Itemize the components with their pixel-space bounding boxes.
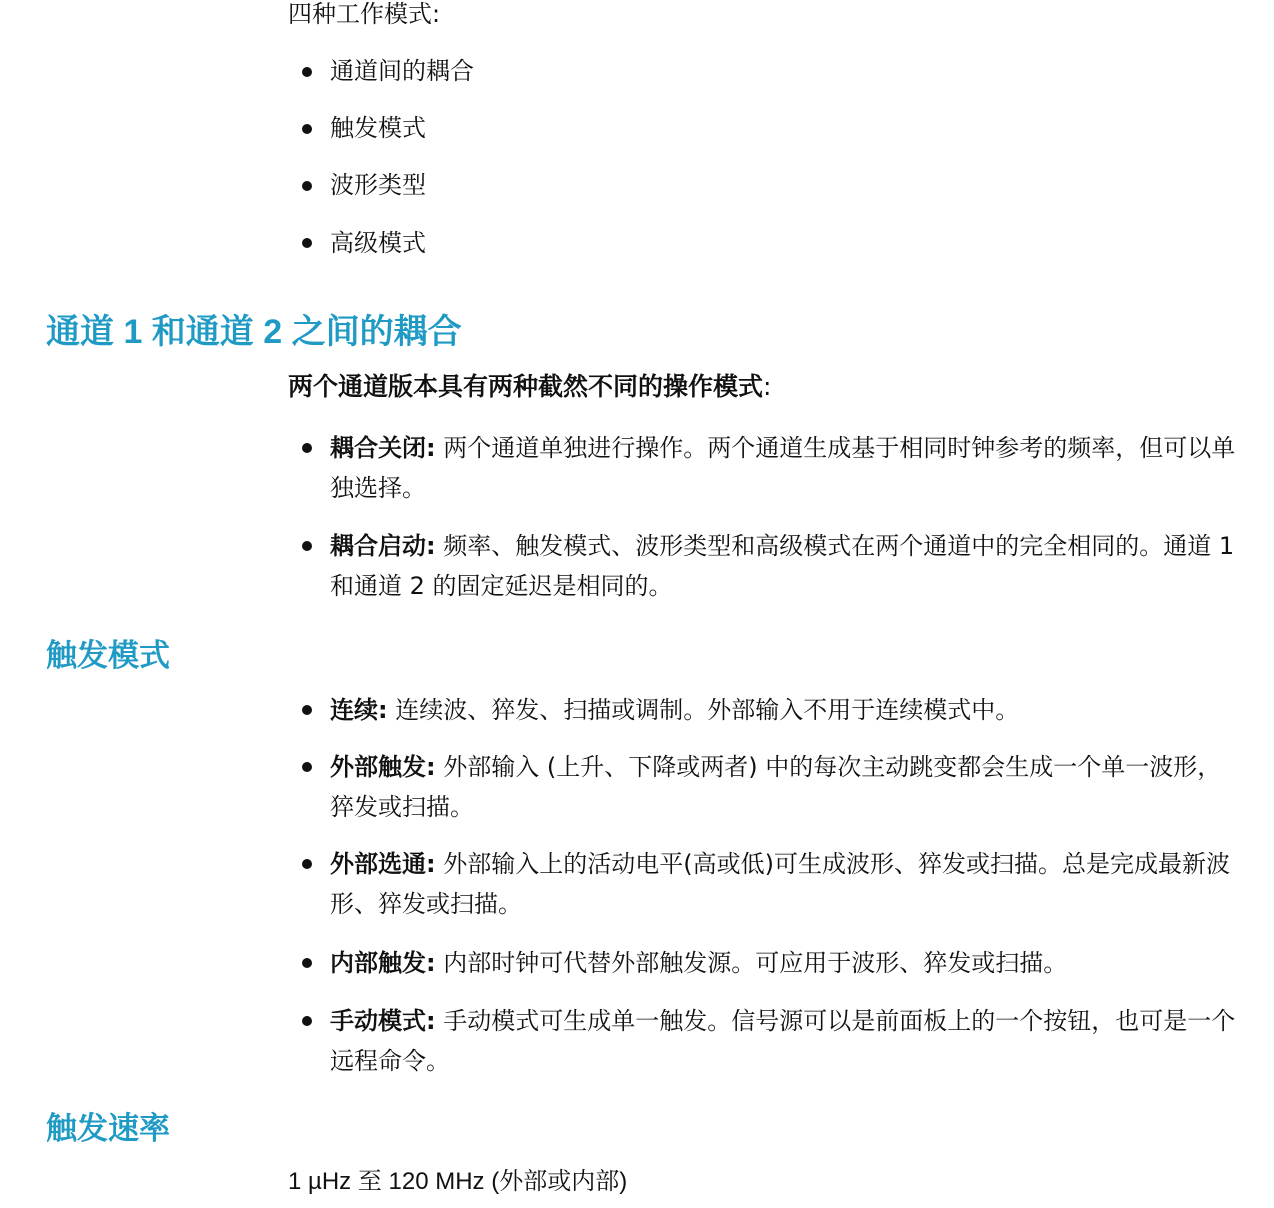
bullet-icon [302,762,312,772]
item-term: 外部触发: [330,753,436,781]
list-item [330,690,1240,730]
bullet-icon [302,238,312,248]
item-text: 两个通道单独进行操作。两个通道生成基于相同时钟参考的频率，但可以单独选择。 [330,434,1236,502]
intro-text: 四种工作模式: [288,0,441,28]
lead-colon: : [763,372,772,401]
list-item: 触发模式 [330,114,426,142]
bullet-icon [302,1016,312,1026]
section-lead [288,372,771,402]
list-item [330,1001,1240,1081]
bullet-icon [302,124,312,134]
list-item [330,943,1240,983]
trigger-rate-value: 1 µHz 至 120 MHz (外部或内部) [288,1168,628,1195]
item-term: 外部选通: [330,850,436,878]
list-item [330,747,1240,827]
list-item: 波形类型 [330,171,426,199]
list-item: 通道间的耦合 [330,57,474,85]
bullet-icon [302,181,312,191]
item-text: 连续波、猝发、扫描或调制。外部输入不用于连续模式中。 [387,696,1020,724]
list-item: 高级模式 [330,229,426,257]
list-item [330,428,1240,508]
section-heading-trigger-modes: 触发模式 [46,638,170,673]
item-term: 耦合启动: [330,532,436,560]
item-text: 内部时钟可代替外部触发源。可应用于波形、猝发或扫描。 [435,949,1068,977]
item-term: 手动模式: [330,1007,436,1035]
bullet-icon [302,443,312,453]
bullet-icon [302,958,312,968]
item-term: 内部触发: [330,949,436,977]
bullet-icon [302,705,312,715]
item-text: 频率、触发模式、波形类型和高级模式在两个通道中的完全相同的。通道 1 和通道 2 的固定延迟是相同的。 [330,532,1235,600]
bullet-icon [302,541,312,551]
item-term: 连续: [330,696,388,724]
section-heading-trigger-rate: 触发速率 [46,1111,170,1146]
item-term: 耦合关闭: [330,434,436,462]
bullet-icon [302,67,312,77]
lead-text: 两个通道版本具有两种截然不同的操作模式 [288,372,764,401]
bullet-icon [302,859,312,869]
item-text: 外部输入上的活动电平(高或低)可生成波形、猝发或扫描。总是完成最新波形、猝发或扫描。 [330,850,1230,918]
item-text: 外部输入 (上升、下降或两者) 中的每次主动跳变都会生成一个单一波形，猝发或扫描。 [330,753,1222,821]
section-heading-coupling: 通道 1 和通道 2 之间的耦合 [46,313,462,351]
list-item [330,526,1240,606]
list-item [330,844,1240,924]
item-text: 手动模式可生成单一触发。信号源可以是前面板上的一个按钮，也可是一个远程命令。 [330,1007,1236,1075]
